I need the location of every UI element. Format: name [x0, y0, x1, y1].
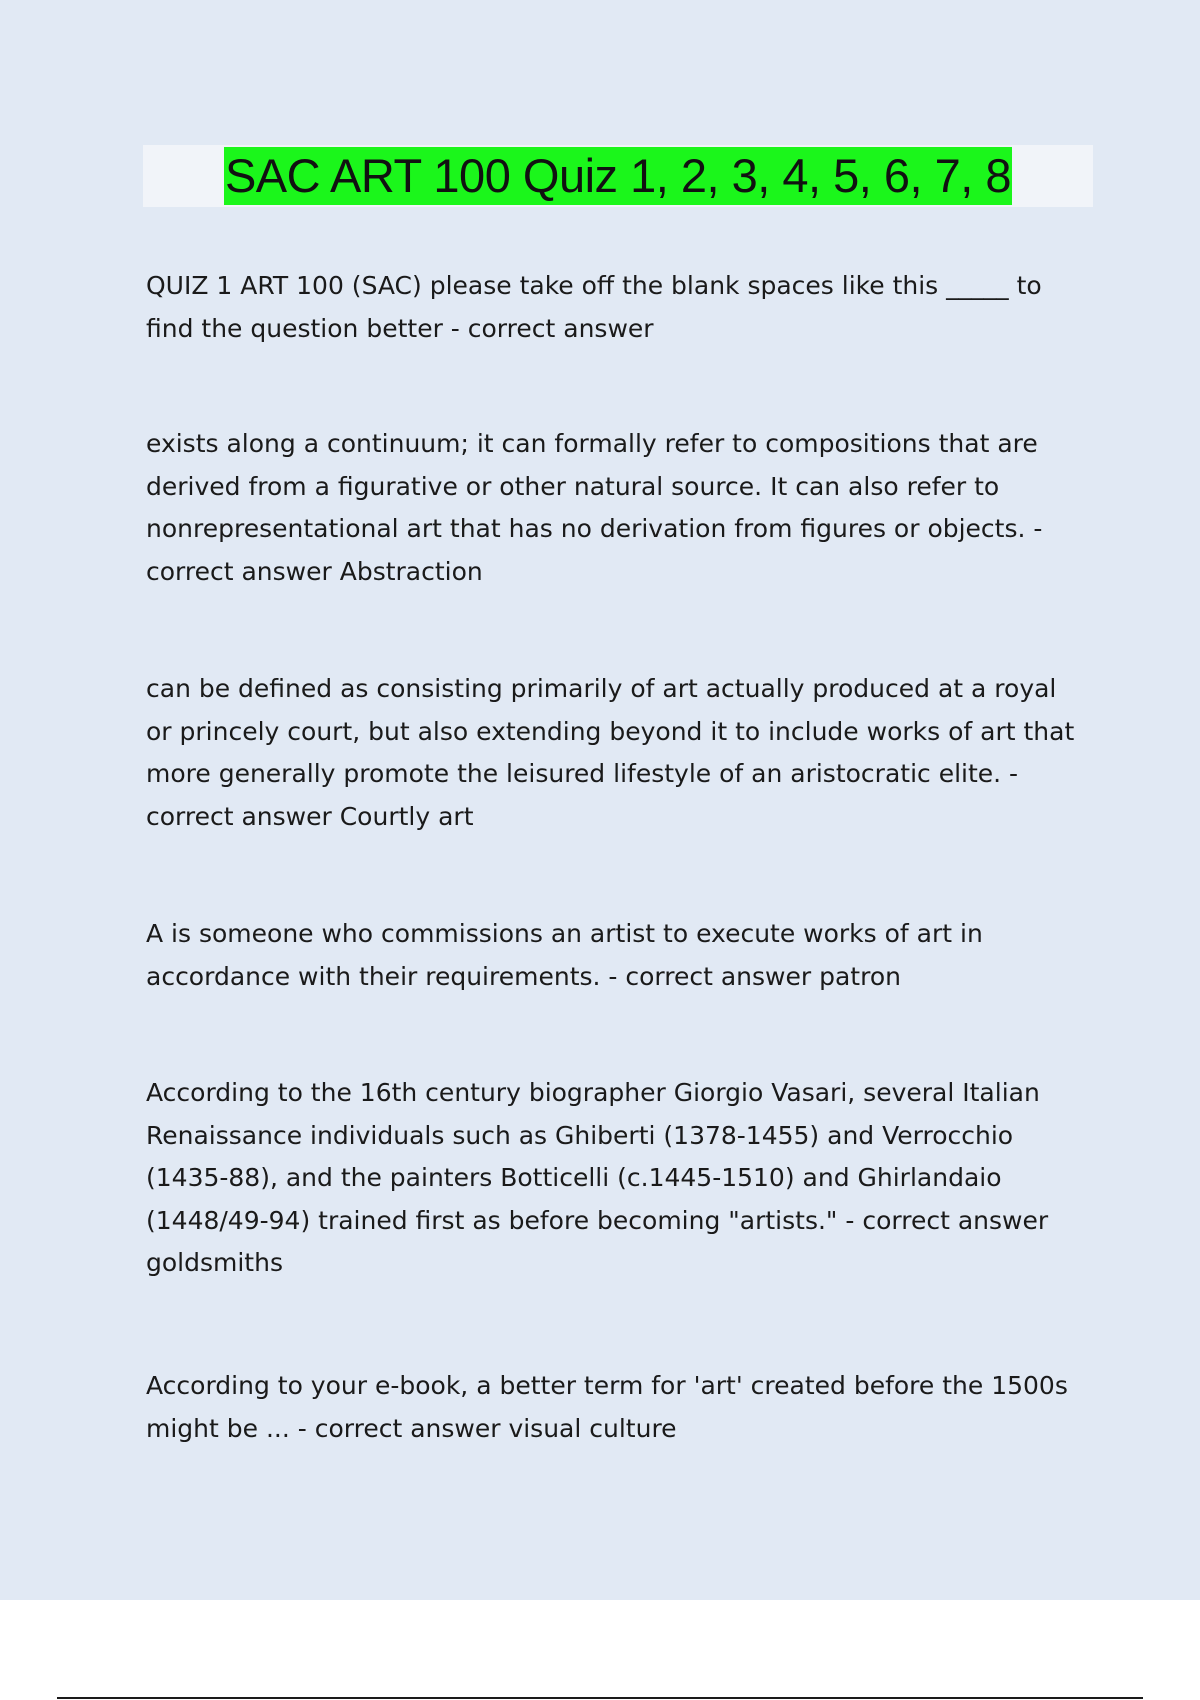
title-box — [143, 145, 1093, 207]
qa-item-visual-culture: According to your e-book, a better term for 'art' created before the 1500s might be ... - correct answer visual culture — [146, 1371, 1068, 1443]
qa-item-courtly-art: can be defined as consisting primarily of art actually produced at a royal or princely court, but also extending beyond it to include works of art that more generally promote the leisured lifestyle of an aristocratic elite. - correct answer Courtly art — [146, 674, 1075, 831]
qa-item-patron: A is someone who commissions an artist to execute works of art in accordance with their requirements. - correct answer patron — [146, 919, 983, 991]
qa-item-abstraction: exists along a continuum; it can formally refer to compositions that are derived from a figurative or other natural source. It can also refer to nonrepresentational art that has no derivation from figures or objects. - correct answer Abstraction — [146, 429, 1043, 586]
footer-rule — [57, 1697, 1143, 1699]
intro-paragraph: QUIZ 1 ART 100 (SAC) please take off the blank spaces like this _____ to find the question better - correct answer — [146, 271, 1042, 343]
qa-item-goldsmiths: According to the 16th century biographer Giorgio Vasari, several Italian Renaissance individuals such as Ghiberti (1378-1455) and Verrocchio (1435-88), and the painters Botticelli (c.1445-1510) and Ghirlandaio (1448/49-94) trained first as before becoming "artists." - correct answer goldsmiths — [146, 1078, 1049, 1277]
document-title: SAC ART 100 Quiz 1, 2, 3, 4, 5, 6, 7, 8 — [224, 147, 1012, 205]
